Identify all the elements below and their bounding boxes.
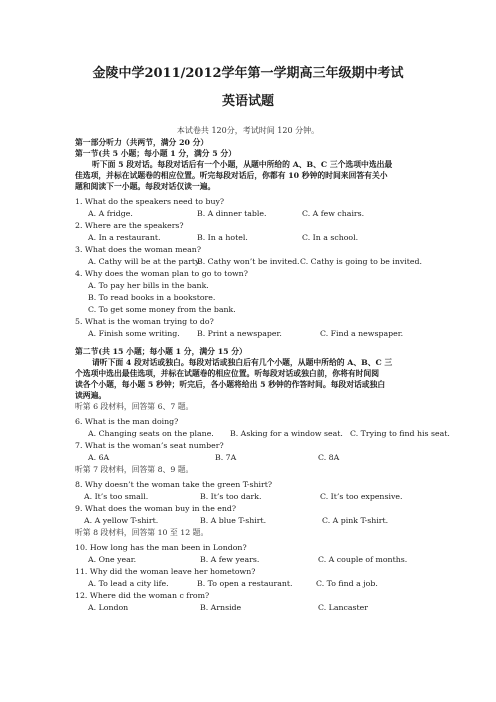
q1-option-a: A. A fridge. — [88, 209, 133, 218]
q4-option-b: B. To read books in a bookstore. — [88, 293, 216, 302]
question-3: 3. What does the woman mean? — [75, 245, 202, 254]
q7-option-a: A. 6A — [88, 453, 110, 462]
section1-heading: 第一节(共 5 小题；每小题 1 分，满分 5 分） — [75, 149, 236, 158]
q10-option-a: A. One year. — [88, 555, 137, 564]
q4-option-a: A. To pay her bills in the bank. — [88, 281, 209, 290]
passage-8-intro: 听第 8 段材料，回答第 10 至 12 题。 — [75, 528, 209, 537]
q9-option-a: A. A yellow T-shirt. — [84, 516, 159, 525]
q7-option-c: C. 8A — [318, 453, 340, 462]
q12-option-b: B. Arnside — [200, 603, 242, 612]
question-11: 11. Why did the woman leave her hometown? — [75, 567, 256, 576]
question-9: 9. What does the woman buy in the end? — [75, 504, 237, 513]
passage-7-intro: 听第 7 段材料，回答第 8、9 题。 — [75, 465, 194, 474]
question-8: 8. Why doesn’t the woman take the green T-shirt? — [75, 480, 273, 489]
q5-option-a: A. Finish some writing. — [88, 329, 180, 338]
q1-option-b: B. A dinner table. — [197, 209, 267, 218]
q3-option-c: C. Cathy is going to be invited. — [300, 257, 422, 266]
section1-instruction-1: 听下面 5 段对话。每段对话后有一个小题，从题中所给的 A、B、C 三个选项中选出最 — [92, 160, 393, 169]
part1-heading: 第一部分听力（共两节，满分 20 分） — [75, 138, 209, 147]
section1-instruction-3: 题和阅读下一小题。每段对话仅读一遍。 — [75, 182, 216, 191]
q2-option-b: B. In a hotel. — [197, 233, 248, 242]
section2-instruction-1: 请听下面 4 段对话或独白。每段对话或独白后有几个小题，从题中所给的 A、B、C 三 — [92, 358, 393, 367]
question-2: 2. Where are the speakers? — [75, 221, 184, 230]
q11-option-a: A. To lead a city life. — [88, 579, 169, 588]
q3-option-a: A. Cathy will be at the party. — [88, 257, 201, 266]
q3-option-b: B. Cathy won’t be invited. — [197, 257, 300, 266]
question-4: 4. Why does the woman plan to go to town? — [75, 269, 248, 278]
q8-option-b: B. It’s too dark. — [200, 492, 262, 501]
section2-heading: 第二节(共 15 小题；每小题 1 分，满分 15 分） — [75, 347, 247, 356]
section2-instruction-2: 个选项中选出最佳选项，并标在试题卷的相应位置。听每段对话或独白前，你将有时间阅 — [75, 369, 380, 378]
exam-note: 本试卷共 120分，考试时间 120 分钟。 — [176, 126, 320, 135]
q9-option-c: C. A pink T-shirt. — [322, 516, 389, 525]
q11-option-b: B. To open a restaurant. — [197, 579, 293, 588]
q10-option-c: C. A couple of months. — [318, 555, 408, 564]
q8-option-c: C. It’s too expensive. — [320, 492, 403, 501]
question-1: 1. What do the speakers need to buy? — [75, 197, 225, 206]
section2-instruction-3: 读各个小题，每小题 5 秒钟；听完后，各小题将给出 5 秒钟的作答时间。每段对话或独白 — [75, 380, 386, 389]
q2-option-a: A. In a restaurant. — [88, 233, 161, 242]
q8-option-a: A. It’s too small. — [84, 492, 149, 501]
exam-subtitle: 英语试题 — [221, 94, 274, 109]
q7-option-b: B. 7A — [215, 453, 237, 462]
q6-option-b: B. Asking for a window seat. — [230, 429, 343, 438]
q11-option-c: C. To find a job. — [316, 579, 378, 588]
question-12: 12. Where did the woman c from? — [75, 591, 210, 600]
q6-option-c: C. Trying to find his seat. — [350, 429, 450, 438]
q5-option-c: C. Find a newspaper. — [320, 329, 404, 338]
section1-instruction-2: 佳选项，并标在试题卷的相应位置。听完每段对话后，你都有 10 秒钟的时间来回答有关小 — [75, 171, 388, 180]
question-10: 10. How long has the man been in London? — [75, 543, 247, 552]
passage-6-intro: 听第 6 段材料，回答第 6、7 题。 — [75, 402, 194, 411]
q1-option-c: C. A few chairs. — [302, 209, 365, 218]
section2-instruction-4: 读两遍。 — [75, 391, 107, 400]
q9-option-b: B. A blue T-shirt. — [200, 516, 267, 525]
q5-option-b: B. Print a newspaper. — [197, 329, 282, 338]
q6-option-a: A. Changing seats on the plane. — [88, 429, 214, 438]
q10-option-b: B. A few years. — [200, 555, 260, 564]
q4-option-c: C. To get some money from the bank. — [88, 305, 236, 314]
question-5: 5. What is the woman trying to do? — [75, 317, 214, 326]
question-7: 7. What is the woman’s seat number? — [75, 441, 224, 450]
q2-option-c: C. In a school. — [302, 233, 359, 242]
question-6: 6. What is the man doing? — [75, 417, 179, 426]
q12-option-c: C. Lancaster — [318, 603, 368, 612]
exam-title: 金陵中学2011/2012学年第一学期高三年级期中考试 — [92, 66, 404, 81]
q12-option-a: A. London — [88, 603, 129, 612]
